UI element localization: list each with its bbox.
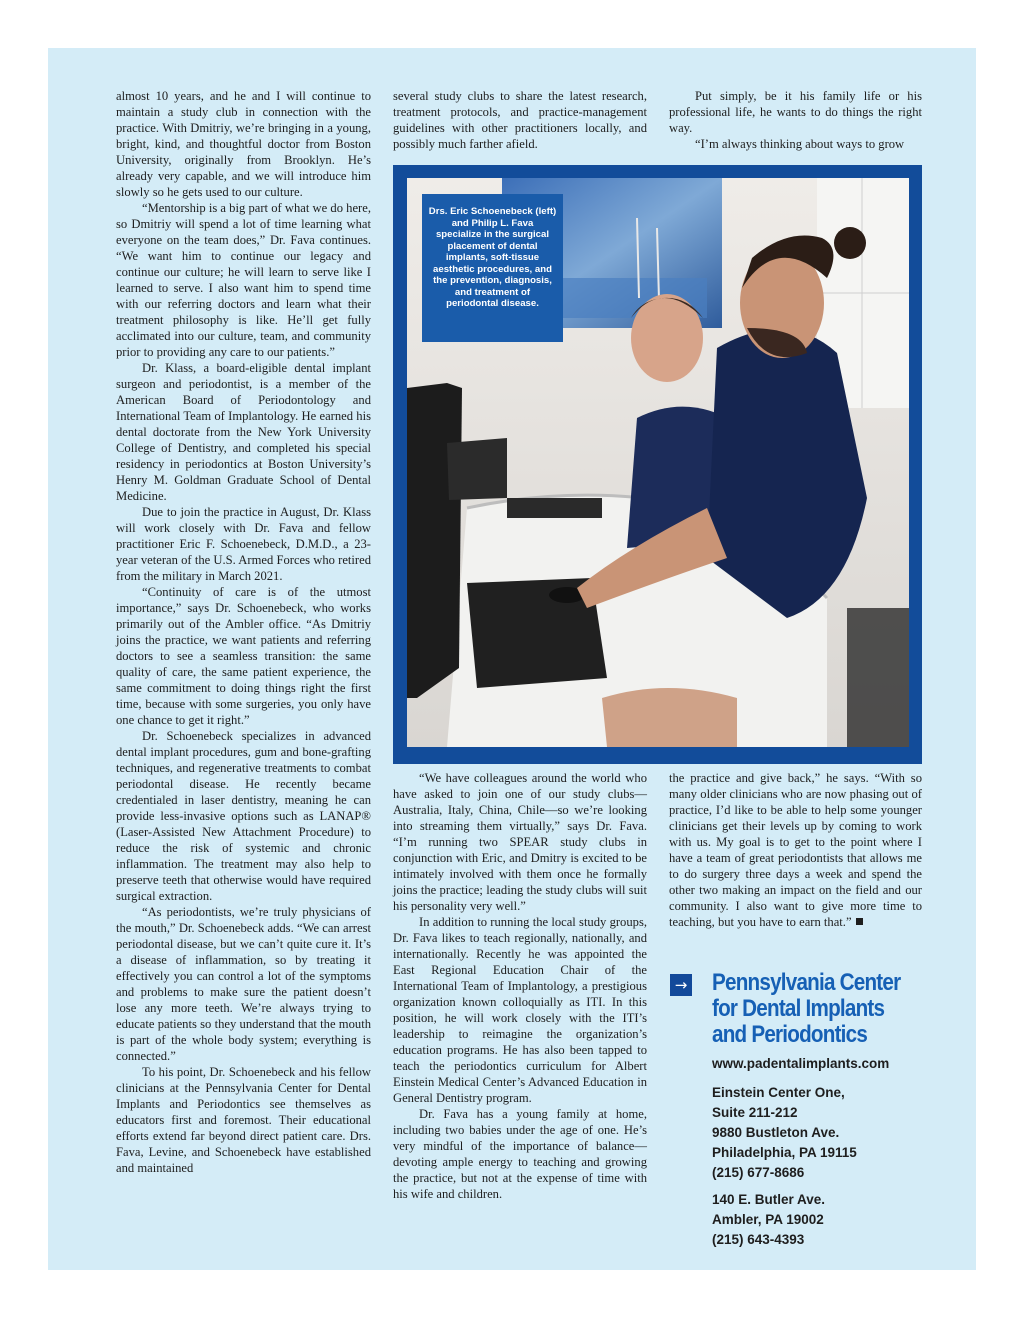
paragraph: “Mentorship is a big part of what we do here, so Dmitriy will spend a lot of time learning what everyone on the team does,” Dr. Fava continues. “We want him to continue our legacy and continue our culture; he will learn to serve like I learned to serve. I also want him to spend time with our referring doctors and learn what their treatment philosophy is like. He’ll get fully acclimated into our culture, team, and community prior to providing any care to our patients.”: [116, 201, 371, 359]
article-column-right-top: [669, 88, 922, 152]
paragraph: Dr. Fava has a young family at home, including two babies under the age of one. He’s very mindful of the importance of balance—devoting ample energy to teaching and growing the practice, but not at the expense of time with his wife and children.: [393, 1107, 647, 1201]
article-column-left: [116, 88, 371, 1176]
org-name-line: Pennsylvania Center: [712, 969, 901, 996]
paragraph: To his point, Dr. Schoenebeck and his fellow clinicians at the Pennsylvania Center for Dental Implants and Periodontics see themselves as educators first and foremost. Their educational efforts extend far beyond direct patient care. Drs. Fava, Levine, and Schoenebeck have established and maintained: [116, 1065, 371, 1175]
paragraph: In addition to running the local study groups, Dr. Fava likes to teach regionally, nationally, and internationally. Recently he was appointed the East Regional Education Chair of the International Team of Implantology, a prestigious organization known colloquially as ITI. In this position, he will work closely with the ITI’s leadership to reimagine the organization’s education programs. He has also been tapped to teach the periodontics curriculum for Albert Einstein Medical Center’s Advanced Education in General Dentistry program.: [393, 915, 647, 1105]
paragraph: “We have colleagues around the world who have asked to join one of our study clubs—Australia, Italy, China, Chile—so we’re looking into streaming them virtually,” says Dr. Fava. “I’m running two SPEAR study clubs in conjunction with Eric, and Dmitry is excited to be intimately involved with them once he formally joins the practice; leading the study clubs will suit his personality very well.”: [393, 771, 647, 913]
address-line: Suite 211-212: [712, 1105, 798, 1120]
paragraph: “I’m always thinking about ways to grow: [695, 137, 905, 151]
address-line: Philadelphia, PA 19115: [712, 1145, 857, 1160]
address-line: 140 E. Butler Ave.: [712, 1192, 826, 1207]
address-line: 9880 Bustleton Ave.: [712, 1125, 840, 1140]
phone-number: (215) 677-8686: [712, 1165, 805, 1180]
paragraph: “Continuity of care is of the utmost importance,” says Dr. Schoenebeck, who works primarily out of the Ambler office. “As Dmitriy joins the practice, we want patients and referring doctors to see a seamless transition: the same quality of care, the same patient experience, the same commitment to doing things right the first time, because with some surgeries, you only have one chance to get it right.”: [116, 585, 371, 727]
paragraph: “As periodontists, we’re truly physicians of the mouth,” Dr. Schoenebeck adds. “We can arrest periodontal disease, but we can’t quite cure it. It’s a disease of inflammation, so by treating it effectively you can control a lot of the symptoms and problems to make sure the patient doesn’t lose any more teeth. We’re always trying to educate patients so they understand that the mouth is part of the whole body system; everything is connected.”: [116, 905, 371, 1063]
address-line: Ambler, PA 19002: [712, 1212, 824, 1227]
article-column-middle-bottom: [393, 770, 647, 1202]
paragraph: Due to join the practice in August, Dr. Klass will work closely with Dr. Fava and fellow practitioner Eric F. Schoenebeck, D.M.D., a 23-year veteran of the U.S. Armed Forces who retired from the military in March 2021.: [116, 505, 371, 583]
address-line: Einstein Center One,: [712, 1085, 845, 1100]
article-column-middle-top: [393, 88, 647, 152]
paragraph: [669, 770, 922, 930]
paragraph: Dr. Schoenebeck specializes in advanced dental implant procedures, gum and bone-grafting techniques, and regenerative treatments to combat periodontal disease. He recently became credentialed in laser dentistry, meaning he can provide less-invasive options such as LANAP® (Laser-Assisted New Attachment Procedure) to reduce the risk of systemic and chronic inflammation. The treatment may also help to preserve teeth that otherwise would have required surgical extraction.: [116, 729, 371, 903]
arrow-right-icon: →: [670, 974, 692, 996]
phone-number: (215) 643-4393: [712, 1232, 805, 1247]
paragraph: almost 10 years, and he and I will continue to maintain a study club in connection with the practice. With Dmitriy, we’re bringing in a young, bright, kind, and thoughtful doctor from Boston University, originally from Brooklyn. He’s already very capable, and we will introduce him slowly so he gets used to our culture.: [116, 89, 371, 199]
organization-name: [712, 970, 901, 1048]
paragraph: several study clubs to share the latest research, treatment protocols, and practice-management guidelines with other practitioners locally, and possibly much farther afield.: [393, 89, 647, 151]
photo-caption: Drs. Eric Schoenebeck (left) and Philip L. Fava specialize in the surgical placement of dental implants, soft-tissue aesthetic procedures, and the prevention, diagnosis, and treatment of periodontal disease.: [422, 194, 563, 342]
article-column-right-bottom: [669, 770, 922, 930]
office-address-ambler: [712, 1190, 825, 1250]
org-name-line: for Dental Implants: [712, 995, 885, 1022]
closing-text: the practice and give back,” he says. “With so many older clinicians who are now phasing out of practice, I’d like to be able to help some younger clinicians get their levels up by coming to work with us. My goal is to get to the point where I have a team of great periodontists that allows me to do surgery three days a week and spend the other two making an impact on the field and our community. I also want to give more time to teaching, but you have to earn that.”: [669, 771, 922, 929]
office-address-philadelphia: [712, 1083, 857, 1183]
website-link[interactable]: www.padentalimplants.com: [712, 1056, 890, 1071]
org-name-line: and Periodontics: [712, 1021, 868, 1048]
end-mark-icon: [856, 918, 863, 925]
paragraph: Dr. Klass, a board-eligible dental implant surgeon and periodontist, is a member of the American Board of Periodontology and International Team of Implantology. He earned his dental doctorate from the New York University College of Dentistry, and completed his special residency in periodontics at Boston University’s Henry M. Goldman Graduate School of Dental Medicine.: [116, 361, 371, 503]
paragraph: Put simply, be it his family life or his professional life, he wants to do things the right way.: [669, 89, 922, 135]
